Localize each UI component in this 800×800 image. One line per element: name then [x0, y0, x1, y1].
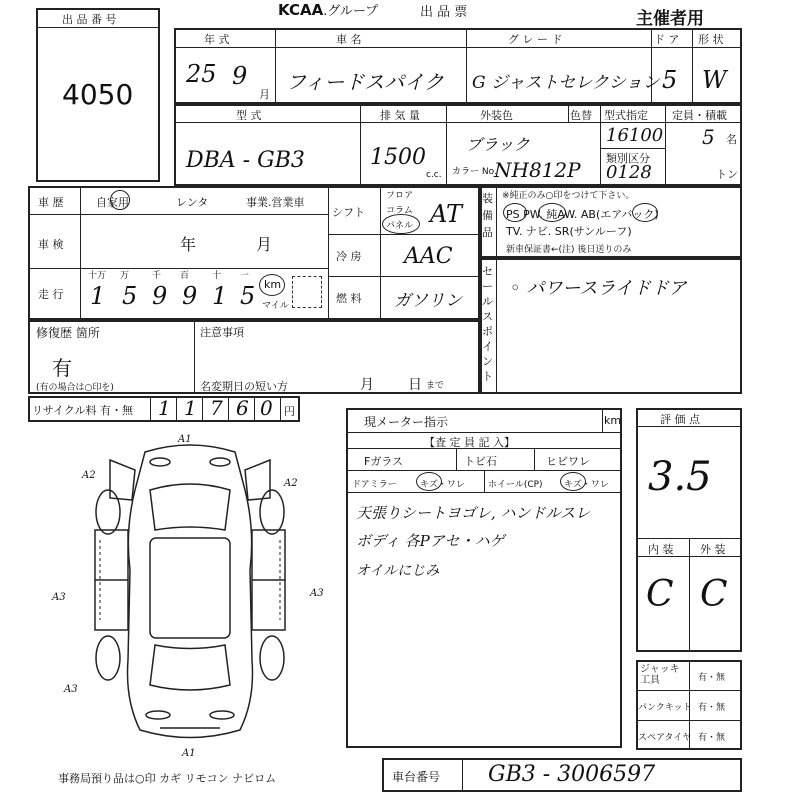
mile-label: マイル	[262, 301, 289, 311]
recycle-digit: 0	[260, 396, 273, 420]
month-value: 9	[232, 62, 248, 90]
interior-grade: C	[646, 574, 674, 615]
shape-value: W	[702, 66, 727, 94]
km-circle	[259, 274, 285, 296]
cc-unit: c.c.	[426, 170, 442, 180]
inspection-note: オイルにじみ	[356, 563, 440, 579]
recycle-digit: 1	[184, 396, 197, 420]
equipment-line2: TV. ナビ. SR(サンルーフ)	[506, 225, 632, 238]
shift-option-panel: パネル	[386, 221, 414, 231]
score-label: 評 価 点	[660, 413, 700, 426]
grade-label: グ レ ー ド	[508, 33, 563, 46]
displacement-value: 1500	[370, 145, 426, 170]
diagram-mark: A3	[52, 592, 66, 603]
model-value: DBA - GB3	[186, 148, 305, 173]
shift-label: シフト	[332, 206, 365, 219]
door-mirror-label: ドアミラー	[352, 480, 397, 490]
office-items-note: 事務局預り品は○印 カギ リモコン ナビロム	[58, 772, 277, 785]
expiry-until: まで	[426, 381, 445, 391]
expiry-month-unit: 月	[360, 377, 374, 393]
digit-label: 十万	[88, 271, 107, 281]
exterior-color-value: ブラック	[466, 135, 530, 154]
wheel-scratch-label: キズ・ワレ	[564, 480, 609, 490]
car-name-value: フィードスパイク	[286, 70, 444, 94]
exterior-label: 外 装	[700, 543, 726, 556]
mileage-digit: 5	[240, 282, 256, 310]
meter-km-unit: km	[604, 414, 622, 427]
shift-option-floor: フロア	[386, 191, 414, 201]
repair-note: (有の場合は○印を)	[36, 383, 114, 393]
history-label: 車 歴	[38, 196, 64, 209]
short-expiry-label: 名変期日の短い方	[200, 380, 288, 393]
score-value: 3.5	[648, 454, 712, 500]
diagram-mark: A2	[82, 470, 96, 481]
diagram-mark: A3	[310, 588, 324, 599]
inspection-month-unit: 月	[256, 235, 273, 254]
recycle-digit: 1	[158, 396, 171, 420]
shift-option-column: コラム	[386, 206, 413, 216]
chassis-number: GB3 - 3006597	[488, 762, 656, 787]
lot-number-label: 出 品 番 号	[62, 13, 117, 26]
capacity-unit: 名	[726, 133, 737, 146]
model-label: 型 式	[236, 109, 262, 122]
fuel-label: 燃 料	[336, 292, 362, 305]
wheel-scratch-circle	[560, 472, 586, 491]
meter-label: 現メーター指示	[364, 415, 449, 429]
car-damage-diagram	[40, 430, 340, 760]
inspection-note: 天張りシートヨゴレ, ハンドルスレ	[356, 504, 591, 522]
lot-number: 4050	[62, 78, 134, 111]
shift-value: AT	[430, 200, 463, 228]
pw-circle	[538, 203, 566, 222]
caution-label: 注意事項	[200, 326, 244, 339]
org-logo: KCAA.グループ	[278, 1, 379, 19]
exterior-grade: C	[700, 574, 728, 615]
recycle-label: リサイクル料 有・無	[32, 404, 133, 417]
expiry-day-unit: 日	[408, 377, 422, 393]
diagram-mark: A2	[284, 478, 298, 489]
km-label: km	[264, 278, 282, 291]
inspection-note: ボディ 各Pアセ・ハゲ	[356, 532, 505, 550]
ps-circle	[503, 203, 527, 222]
history-option-rental: レンタ	[176, 196, 209, 209]
doors-value: 5	[662, 66, 678, 94]
mileage-digit: 9	[182, 282, 198, 310]
organizer-label: 主催者用	[636, 9, 704, 29]
spare-yes-no: 有・無	[698, 733, 726, 743]
digit-label: 千	[152, 271, 162, 281]
type-spec-label: 型式指定	[604, 109, 648, 122]
capacity-label: 定員・積載	[672, 109, 727, 122]
equipment-line3: 新車保証書←(注) 後日送りのみ	[506, 245, 632, 255]
mileage-digit: 5	[122, 282, 138, 310]
wheel-label: ホイール(CP)	[488, 480, 543, 490]
repair-history-label: 修復歴 箇所	[36, 326, 100, 340]
recycle-digit: 7	[210, 396, 223, 420]
shape-label: 形 状	[698, 33, 724, 46]
fuel-value: ガソリン	[394, 291, 462, 311]
digit-label: 万	[120, 271, 130, 281]
puncture-kit-label: パンクキット	[638, 703, 692, 713]
chassis-label: 車台番号	[392, 770, 441, 784]
recycle-digit: 6	[236, 396, 249, 420]
displacement-label: 排 気 量	[380, 109, 420, 122]
mirror-scratch-label: キズ・ワレ	[420, 480, 465, 490]
type-spec-value: 16100	[606, 125, 664, 146]
yen-unit: 円	[284, 405, 295, 418]
grade-value: G ジャストセレクション	[472, 73, 660, 93]
history-option-private: 自家用	[96, 196, 129, 209]
ac-value: AAC	[404, 244, 453, 269]
private-use-circle	[110, 190, 130, 210]
repair-history-value: 有	[52, 356, 72, 380]
equipment-note: ※純正のみ○印をつけて下さい。	[502, 191, 635, 201]
capacity-value: 5	[702, 125, 715, 149]
mileage-digit: 1	[212, 282, 228, 310]
inspector-label: 【査 定 員 記 入】	[424, 436, 515, 449]
spare-tire-label: スペアタイヤ	[638, 733, 692, 743]
month-unit: 月	[259, 88, 270, 101]
crack-label: ヒビワレ	[546, 455, 590, 468]
color-no-value: NH812P	[494, 158, 581, 182]
puncture-yes-no: 有・無	[698, 703, 726, 713]
ton-unit: トン	[716, 168, 738, 181]
panel-circle	[382, 214, 420, 234]
diagram-mark: A3	[64, 684, 78, 695]
inspection-year-unit: 年	[180, 235, 197, 254]
sales-point-value: ◦ パワースライドドア	[510, 278, 687, 299]
diagram-mark: A1	[182, 748, 196, 759]
color-no-label: カラー No.	[452, 167, 497, 177]
jack-label: ジャッキ工具	[640, 664, 680, 686]
mirror-scratch-circle	[416, 472, 442, 491]
exterior-color-label: 外装色	[480, 109, 513, 122]
door-label: ド ア	[654, 33, 680, 46]
ab-circle	[632, 203, 658, 222]
digit-label: 百	[180, 271, 190, 281]
digit-label: 一	[240, 271, 250, 281]
jack-yes-no: 有・無	[698, 673, 726, 683]
year-value: 25	[186, 60, 217, 88]
diagram-mark: A1	[178, 434, 192, 445]
car-name-label: 車 名	[336, 33, 362, 46]
year-label: 年 式	[204, 33, 230, 46]
digit-label: 十	[212, 271, 222, 281]
category-label: 類別区分	[606, 152, 650, 165]
inspection-label: 車 検	[38, 238, 64, 251]
chip-label: トビ石	[464, 455, 497, 468]
mileage-digit: 1	[90, 282, 106, 310]
mileage-digit: 9	[152, 282, 168, 310]
history-option-business: 事業.営業車	[246, 196, 305, 209]
sales-point-side-label: セールスポイント	[482, 265, 493, 383]
ac-label: 冷 房	[336, 250, 362, 263]
front-glass-label: Fガラス	[364, 455, 403, 468]
equipment-line1: PS PW. 純AW. AB(エアバック)	[506, 208, 659, 221]
interior-label: 内 装	[648, 543, 674, 556]
color-change-label: 色替	[570, 109, 592, 122]
equipment-side-label: 装備品	[482, 192, 493, 239]
category-value: 0128	[606, 162, 652, 183]
mileage-label: 走 行	[38, 288, 64, 301]
document-title: 出 品 票	[420, 5, 468, 20]
